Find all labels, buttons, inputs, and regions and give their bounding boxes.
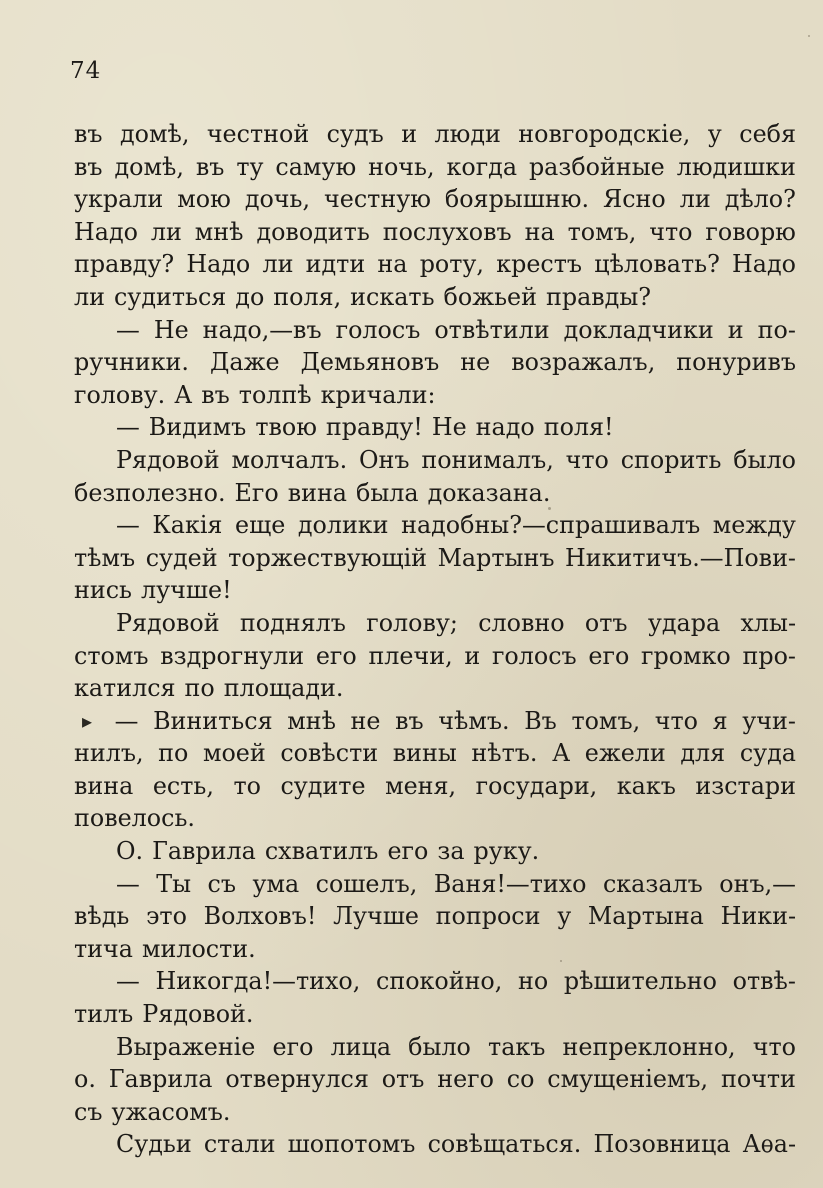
word: Никогда!—тихо, — [155, 967, 361, 996]
text-line — [74, 1031, 796, 1064]
word: непреклонно, — [562, 1032, 736, 1061]
word: Онъ — [358, 445, 410, 474]
paper-speck — [560, 960, 562, 962]
word: Выраженіе — [116, 1032, 256, 1061]
word: за — [437, 837, 465, 866]
text-line — [74, 900, 796, 933]
word: Надо — [74, 217, 138, 246]
word: у — [557, 902, 572, 931]
word: разбойные — [528, 152, 665, 181]
word: понуривъ — [676, 348, 796, 377]
word: удара — [647, 608, 721, 637]
word: себя — [739, 120, 796, 148]
word: было — [408, 1032, 471, 1061]
word: меня, — [385, 771, 457, 800]
word: доказана. — [427, 478, 551, 507]
word: но — [518, 967, 549, 996]
word: безполезно. — [74, 478, 226, 507]
text-line — [74, 411, 796, 444]
word: мнѣ — [287, 706, 336, 735]
word: Ясно — [603, 185, 666, 214]
word: нись — [74, 576, 133, 605]
word: правды? — [546, 282, 652, 311]
word: въ — [395, 706, 424, 735]
word: Мартынъ — [437, 543, 555, 572]
word: совѣсти — [280, 739, 379, 768]
word: спорить — [620, 445, 722, 474]
word: когда — [446, 152, 518, 181]
text-line — [74, 314, 796, 347]
word: смущеніемъ, — [547, 1065, 709, 1094]
word: ежели — [584, 739, 666, 768]
word: молчалъ. — [231, 445, 348, 474]
word: въ — [74, 120, 103, 148]
text-line — [74, 477, 796, 510]
word: вины — [392, 739, 457, 768]
word: вѣдь — [74, 902, 130, 931]
word: что — [565, 445, 609, 474]
word: Не — [431, 413, 467, 442]
word: поля, — [273, 282, 342, 311]
word: людишки — [676, 152, 796, 181]
word: твою — [255, 413, 317, 442]
word: тилъ — [74, 1000, 134, 1029]
word: Демьяновъ — [300, 348, 440, 377]
word: долики — [297, 511, 389, 540]
word: Судьи — [116, 1130, 192, 1159]
text-line — [74, 118, 796, 151]
word: Мартына — [587, 902, 704, 931]
text-line — [74, 151, 796, 184]
word: сказалъ — [602, 869, 703, 898]
word: Даже — [210, 348, 280, 377]
word: Рядовой — [116, 445, 220, 474]
word: Позовница — [593, 1130, 731, 1159]
text-line — [74, 835, 796, 868]
word: совѣщаться. — [427, 1130, 582, 1159]
word: — — [116, 413, 140, 442]
word: мнѣ — [194, 217, 244, 246]
word: государи, — [475, 771, 598, 800]
word: Волховъ! — [203, 902, 317, 931]
word: томъ, — [567, 217, 637, 246]
word: Надо — [186, 250, 251, 279]
word: стали — [203, 1130, 276, 1159]
word: катился — [74, 674, 176, 703]
word: надобны?—спрашивалъ — [401, 511, 701, 540]
text-line — [74, 998, 796, 1031]
word: голову; — [366, 608, 458, 637]
word: Аѳа- — [742, 1130, 796, 1159]
word: руку. — [473, 837, 540, 866]
text-line — [74, 933, 796, 966]
word: на — [524, 217, 555, 246]
word: дѣло? — [724, 185, 796, 214]
word: его — [588, 641, 630, 670]
word: повелось. — [74, 804, 195, 833]
word: понималъ, — [421, 445, 554, 474]
word: вина — [287, 478, 347, 507]
word: Какія — [152, 511, 223, 540]
word: кричали: — [320, 380, 436, 409]
text-line — [74, 346, 796, 379]
word: него — [437, 1065, 494, 1094]
word: отвѣ- — [732, 967, 796, 996]
word: роту, — [419, 250, 484, 279]
text-line — [74, 965, 796, 998]
word: правду? — [74, 250, 175, 279]
word: тѣмъ — [74, 543, 136, 572]
word: моей — [202, 739, 266, 768]
paper-speck — [548, 507, 551, 510]
word: голосъ — [491, 641, 577, 670]
word: тича — [74, 934, 133, 963]
word: доводить — [256, 217, 370, 246]
word: съ — [74, 1097, 103, 1126]
word: громко — [641, 641, 731, 670]
word: честной — [206, 120, 310, 148]
word: А — [174, 380, 193, 409]
word: и — [727, 315, 744, 344]
word: стомъ — [74, 641, 149, 670]
word: въ — [195, 152, 225, 181]
text-line — [74, 509, 796, 542]
text-line — [74, 1063, 796, 1096]
text-line — [74, 281, 796, 314]
word: не — [460, 348, 491, 377]
paper-speck — [808, 35, 810, 37]
word: самую — [275, 152, 357, 181]
text-line — [74, 705, 796, 738]
word: было — [733, 445, 796, 474]
word: Ваня!—тихо — [433, 869, 587, 898]
word: вздрогнули — [160, 641, 305, 670]
word: отвѣтили — [434, 315, 550, 344]
word: поднялъ — [239, 608, 346, 637]
text-line — [74, 1096, 796, 1129]
word: словно — [478, 608, 565, 637]
word: А — [552, 739, 571, 768]
text-line — [74, 672, 796, 705]
word: шопотомъ — [287, 1130, 416, 1159]
word: есть, — [152, 771, 214, 800]
word: по — [158, 739, 189, 768]
word: Гаврила — [108, 1065, 213, 1094]
word: по- — [757, 315, 796, 344]
word: новгородскіе, — [518, 120, 691, 148]
text-line — [74, 248, 796, 281]
word: надо — [475, 413, 535, 442]
word: что — [752, 1032, 796, 1061]
word: то — [233, 771, 261, 800]
word: я — [712, 706, 728, 735]
word: для — [680, 739, 726, 768]
word: поля! — [543, 413, 614, 442]
word: — — [114, 706, 139, 735]
word: и — [464, 641, 481, 670]
word: ли — [74, 282, 105, 311]
word: возражалъ, — [511, 348, 656, 377]
word: такъ — [488, 1032, 546, 1061]
word: Въ — [524, 706, 557, 735]
word: — — [116, 511, 140, 540]
word: ужасомъ. — [111, 1097, 231, 1126]
word: почти — [720, 1065, 796, 1094]
word: мою — [177, 185, 231, 214]
word: не — [350, 706, 381, 735]
word: Рядовой. — [142, 1000, 254, 1029]
word: плечи, — [368, 641, 453, 670]
word: его — [315, 641, 357, 670]
word: домѣ, — [114, 152, 184, 181]
word: ли — [150, 217, 182, 246]
word: ту — [236, 152, 264, 181]
word: какъ — [616, 771, 676, 800]
text-line — [74, 379, 796, 412]
word: домѣ, — [119, 120, 190, 148]
word: ручники. — [74, 348, 189, 377]
word: торжествующій — [228, 543, 428, 572]
word: схватилъ — [264, 837, 379, 866]
word: и — [401, 120, 418, 148]
word: сошелъ, — [315, 869, 418, 898]
word: судите — [280, 771, 366, 800]
word: надо,—въ — [202, 315, 322, 344]
text-line — [74, 574, 796, 607]
word: божьей — [443, 282, 537, 311]
word: украли — [74, 185, 164, 214]
word: докладчики — [563, 315, 714, 344]
word: — — [116, 869, 140, 898]
word: по — [184, 674, 215, 703]
word: толпѣ — [238, 380, 312, 409]
word: О. — [116, 837, 144, 866]
word: судей — [145, 543, 218, 572]
text-line — [74, 444, 796, 477]
word: въ — [74, 152, 103, 181]
word: изстари — [695, 771, 796, 800]
word: Видимъ — [148, 413, 247, 442]
word: Гаврила — [152, 837, 256, 866]
word: нѣтъ. — [471, 739, 538, 768]
word: на — [377, 250, 408, 279]
word: отъ — [381, 1065, 425, 1094]
word: голову. — [74, 380, 166, 409]
body-text — [74, 118, 796, 1161]
word: искать — [350, 282, 435, 311]
word: суда — [739, 739, 796, 768]
word: со — [506, 1065, 535, 1094]
word: рѣшительно — [563, 967, 717, 996]
word: съ — [207, 869, 237, 898]
word: честную — [324, 185, 431, 214]
margin-mark: ▸ — [82, 708, 93, 733]
word: дочь, — [244, 185, 311, 214]
word: ли — [679, 185, 711, 214]
word: лица — [330, 1032, 392, 1061]
word: ночь, — [368, 152, 435, 181]
word: крестъ — [496, 250, 583, 279]
word: спокойно, — [376, 967, 503, 996]
word: Виниться — [153, 706, 273, 735]
word: его — [387, 837, 429, 866]
word: судиться — [113, 282, 227, 311]
word: Ты — [156, 869, 192, 898]
word: люди — [434, 120, 501, 148]
word: хлы- — [740, 608, 796, 637]
word: учи- — [742, 706, 796, 735]
word: ли — [262, 250, 294, 279]
word: еще — [235, 511, 286, 540]
text-line — [74, 607, 796, 640]
word: Не — [153, 315, 189, 344]
word: — — [116, 315, 140, 344]
word: Ники- — [720, 902, 796, 931]
word: онъ,— — [719, 869, 796, 898]
word: лучше! — [141, 576, 232, 605]
word: цѣловать? — [594, 250, 720, 279]
word: о. — [74, 1065, 96, 1094]
word: площади. — [223, 674, 344, 703]
word: отъ — [584, 608, 628, 637]
word: судъ — [326, 120, 384, 148]
text-line — [74, 737, 796, 770]
word: что — [649, 217, 693, 246]
word: послуховъ — [382, 217, 512, 246]
word: чѣмъ. — [438, 706, 510, 735]
word: до — [235, 282, 265, 311]
word: про- — [742, 641, 796, 670]
text-line — [74, 1128, 796, 1161]
text-line — [74, 802, 796, 835]
word: что — [654, 706, 698, 735]
word: — — [116, 967, 140, 996]
text-line — [74, 216, 796, 249]
word: нилъ, — [74, 739, 144, 768]
word: идти — [305, 250, 366, 279]
word: Никитичъ.—Пови- — [564, 543, 796, 572]
word: въ — [201, 380, 230, 409]
word: его — [272, 1032, 314, 1061]
word: голосъ — [335, 315, 421, 344]
word: у — [707, 120, 722, 148]
word: Надо — [732, 250, 796, 279]
text-line — [74, 542, 796, 575]
word: милости. — [141, 934, 256, 963]
word: вина — [74, 771, 134, 800]
word: была — [356, 478, 419, 507]
word: Лучше — [333, 902, 419, 931]
text-line — [74, 868, 796, 901]
word: это — [146, 902, 187, 931]
text-line — [74, 640, 796, 673]
page-number: 74 — [70, 58, 102, 84]
word: Его — [234, 478, 279, 507]
word: между — [712, 511, 796, 540]
word: попроси — [435, 902, 541, 931]
word: Рядовой — [116, 608, 220, 637]
word: томъ, — [571, 706, 641, 735]
text-line — [74, 770, 796, 803]
word: отвернулся — [225, 1065, 369, 1094]
word: боярышню. — [444, 185, 590, 214]
text-line — [74, 183, 796, 216]
word: ума — [252, 869, 300, 898]
word: правду! — [325, 413, 423, 442]
word: говорю — [705, 217, 796, 246]
